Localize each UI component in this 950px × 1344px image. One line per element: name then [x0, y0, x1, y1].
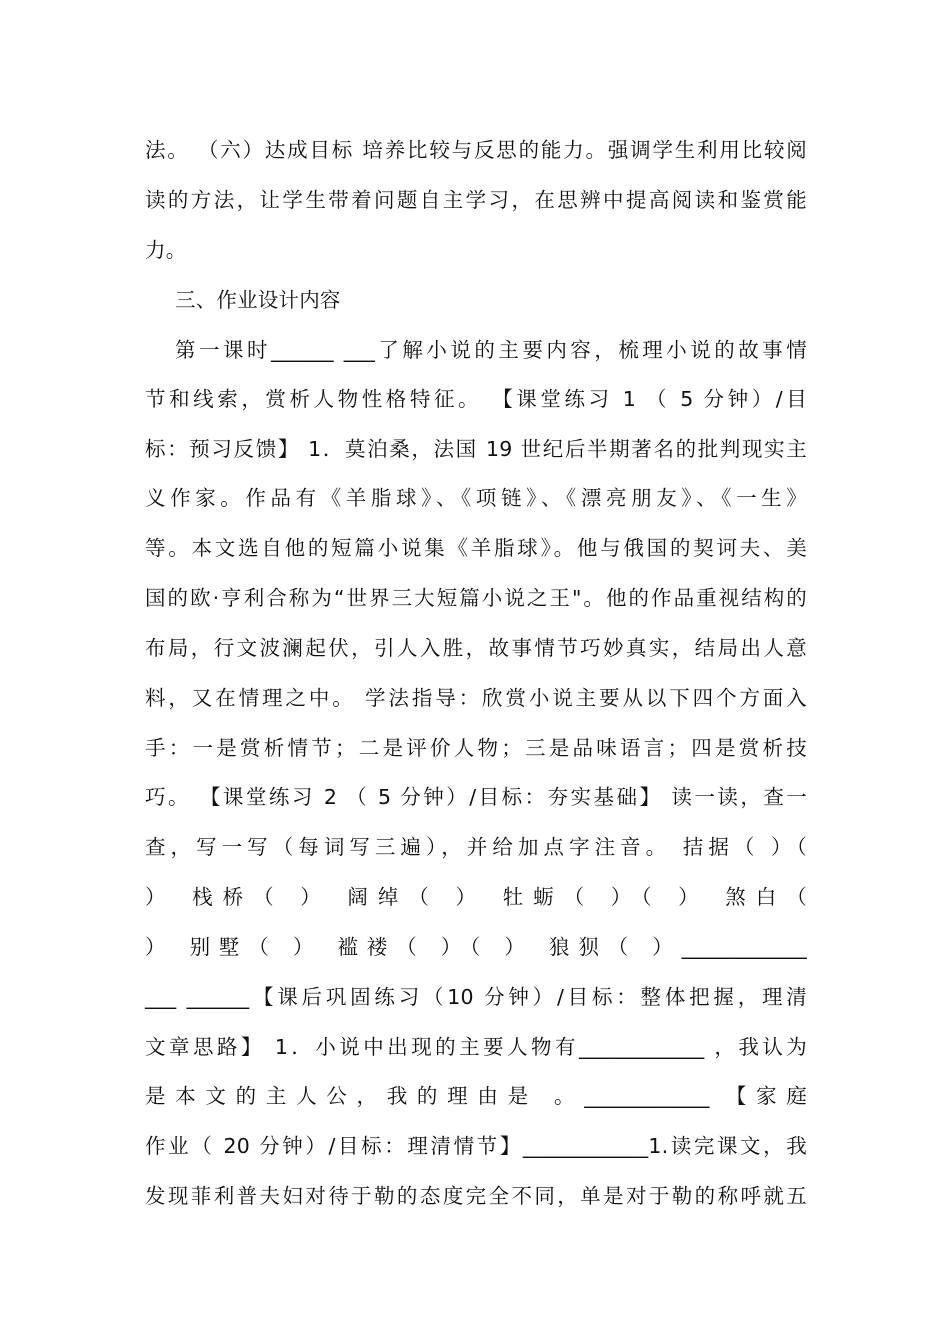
text-line-8: 义作家。作品有《羊脂球》、《项链》、《漂亮朋友》、《一生》 — [145, 486, 807, 510]
text-line-12: 料，又在情理之中。 学法指导：欣赏小说主要从以下四个方面入 — [145, 686, 807, 710]
text-line-14: 巧。 【课堂练习 2 （ 5 分钟）/目标：夯实基础】 读一读，查一 — [145, 785, 807, 809]
text-line-7: 标：预习反馈】 1．莫泊桑，法国 19 世纪后半期著名的批判现实主 — [145, 437, 807, 461]
text-line-16: ） 栈桥（ ） 阔绰（ ） 牡蛎（ ）（ ） 煞白（ — [145, 885, 807, 909]
text-line-21: 作业（ 20 分钟）/目标：理清情节】____________1.读完课文，我 — [145, 1134, 807, 1158]
text-line-17: ） 别墅（ ） 褴褛（ ）（ ） 狼狈（ ）____________ — [145, 935, 807, 959]
text-line-10: 国的欧·亨利合称为“世界三大短篇小说之王"。他的作品重视结构的 — [145, 586, 807, 610]
section-heading: 三、作业设计内容 — [175, 288, 341, 312]
text-line-19: 文章思路】 1．小说中出现的主要人物有____________ ，我认为 — [145, 1035, 807, 1059]
text-line-3: 力。 — [145, 238, 187, 262]
text-line-1: 法。 （六）达成目标 培养比较与反思的能力。强调学生利用比较阅 — [145, 138, 807, 162]
text-line-15: 查，写一写（每词写三遍），并给加点字注音。 拮据（ ）（ — [145, 835, 807, 859]
text-line-5: 第一课时______ ___了解小说的主要内容，梳理小说的故事情 — [175, 338, 807, 362]
text-line-2: 读的方法，让学生带着问题自主学习，在思辨中提高阅读和鉴赏能 — [145, 188, 807, 212]
text-line-18: ___ ______【课后巩固练习（10 分钟）/目标：整体把握，理清 — [145, 985, 807, 1009]
text-line-22: 发现菲利普夫妇对待于勒的态度完全不同，单是对于勒的称呼就五 — [145, 1184, 807, 1208]
text-line-6: 节和线索，赏析人物性格特征。 【课堂练习 1 （ 5 分钟）/目 — [145, 387, 807, 411]
text-line-20: 是本文的主人公，我的理由是 。____________ 【家庭 — [145, 1084, 807, 1108]
text-line-11: 布局，行文波澜起伏，引人入胜，故事情节巧妙真实，结局出人意 — [145, 636, 807, 660]
text-line-9: 等。本文选自他的短篇小说集《羊脂球》。他与俄国的契诃夫、美 — [145, 536, 807, 560]
text-line-13: 手：一是赏析情节；二是评价人物；三是品味语言；四是赏析技 — [145, 736, 807, 760]
